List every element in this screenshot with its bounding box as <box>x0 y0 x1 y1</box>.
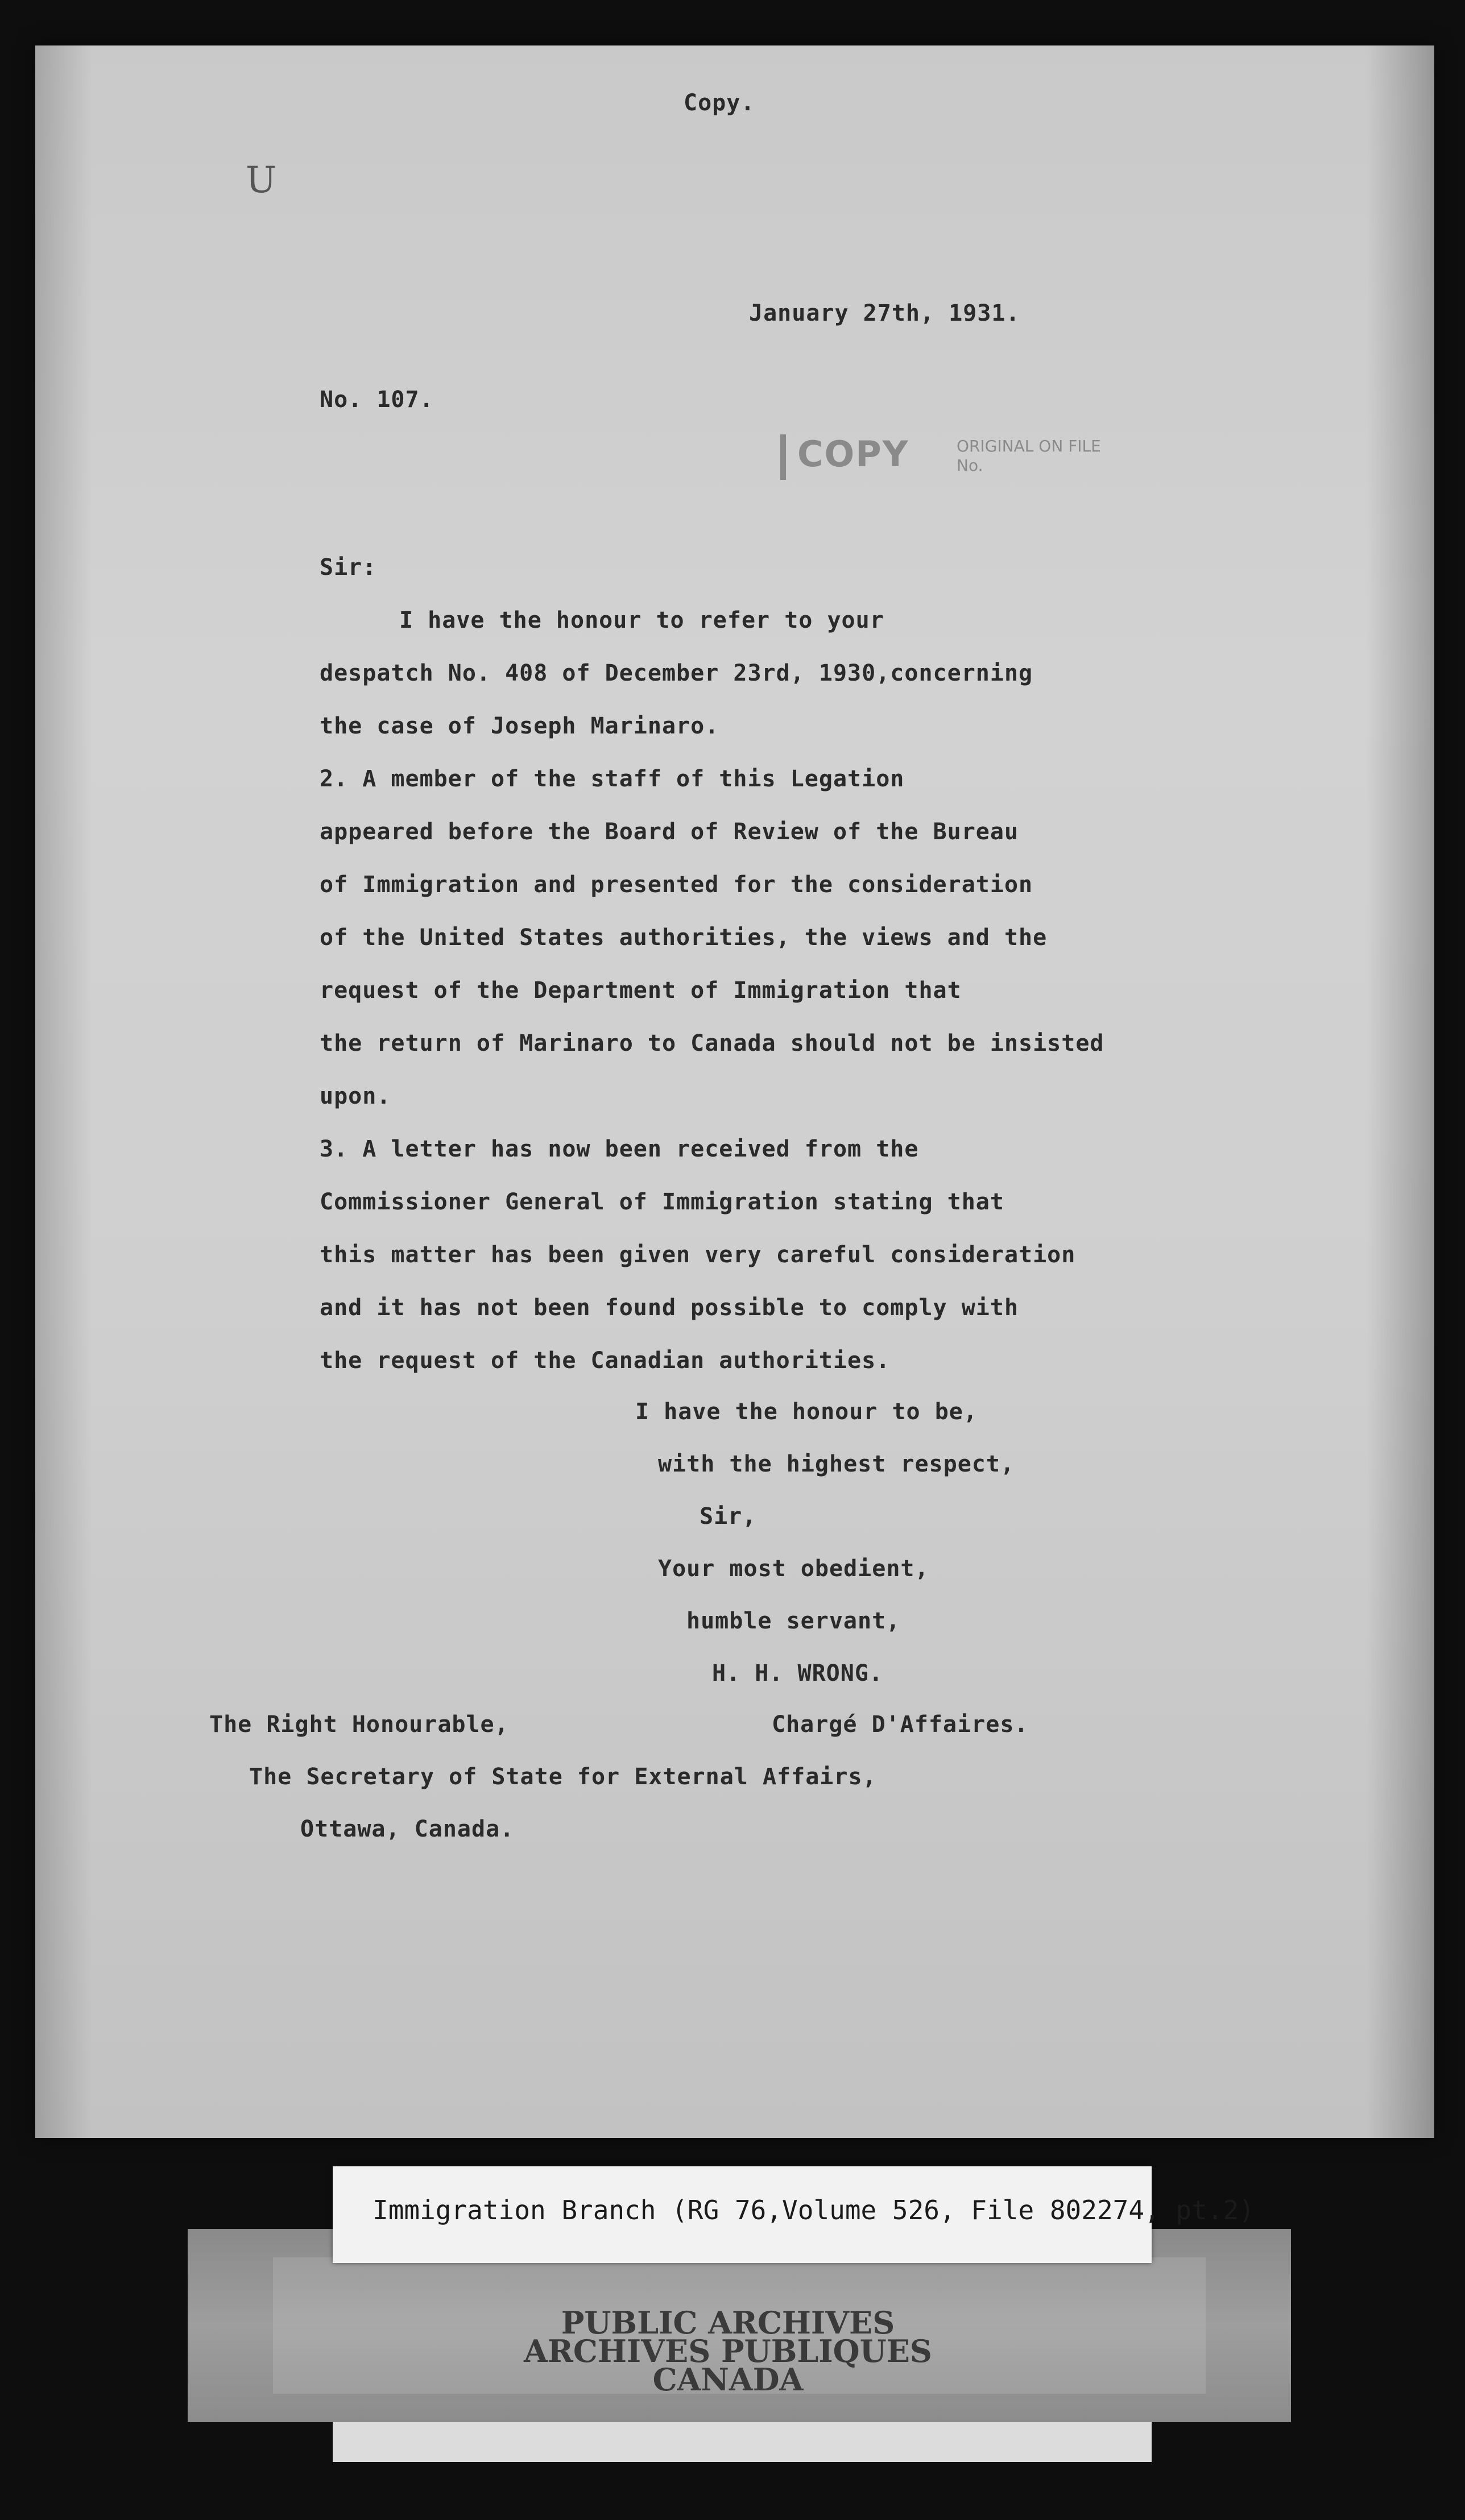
addressee-line: Ottawa, Canada. <box>300 1816 515 1842</box>
body-line: 3. A letter has now been received from the <box>320 1136 919 1162</box>
body-line: request of the Department of Immigration that <box>320 977 962 1004</box>
body-line: appeared before the Board of Review of the Bureau <box>320 819 1019 845</box>
archive-stamp-line: CANADA <box>652 2361 804 2398</box>
stamp-original-on-file: ORIGINAL ON FILE <box>957 437 1101 455</box>
closing-line: Your most obedient, <box>658 1556 929 1582</box>
copy-heading: Copy. <box>684 90 755 116</box>
body-line: the request of the Canadian authorities. <box>320 1348 891 1374</box>
stamp-no: No. <box>957 456 983 475</box>
addressee-line: The Secretary of State for External Affairs, <box>249 1764 877 1790</box>
addressee-line: The Right Honourable, <box>209 1711 509 1738</box>
archive-stamp-line: PUBLIC ARCHIVES <box>561 2305 895 2341</box>
catalogue-label <box>333 2166 1255 2263</box>
body-line: the case of Joseph Marinaro. <box>320 713 719 739</box>
body-line: this matter has been given very careful consideration <box>320 1242 1076 1268</box>
body-line: I have the honour to refer to your <box>399 607 884 633</box>
closing-line: Sir, <box>700 1503 757 1530</box>
body-line: and it has not been found possible to comply with <box>320 1295 1019 1321</box>
copy-stamp <box>775 426 1139 495</box>
despatch-number: No. 107. <box>320 387 434 413</box>
closing-line: humble servant, <box>686 1608 901 1634</box>
stamp-small-text <box>957 437 1101 475</box>
signature-name: H. H. WRONG. <box>712 1660 883 1686</box>
body-line: of the United States authorities, the views and the <box>320 925 1048 951</box>
public-archives-stamp <box>500 2305 955 2398</box>
salutation: Sir: <box>320 554 377 581</box>
stamp-bar <box>780 434 786 480</box>
pen-mark: U <box>246 159 276 201</box>
bottom-strip <box>333 2422 1152 2462</box>
body-line: the return of Marinaro to Canada should not be insisted <box>320 1030 1104 1056</box>
body-line: despatch No. 408 of December 23rd, 1930,concerning <box>320 660 1033 686</box>
catalogue-label-text: Immigration Branch (RG 76,Volume 526, File 802274, pt.2) <box>373 2195 1255 2225</box>
closing-line: I have the honour to be, <box>635 1399 978 1425</box>
signatory-title: Chargé D'Affaires. <box>772 1711 1029 1738</box>
letter-date: January 27th, 1931. <box>749 300 1020 326</box>
body-line: of Immigration and presented for the consideration <box>320 872 1033 898</box>
closing-line: with the highest respect, <box>658 1451 1015 1477</box>
stamp-copy-text: COPY <box>797 433 909 475</box>
body-line: Commissioner General of Immigration stating that <box>320 1189 1004 1215</box>
body-line: upon. <box>320 1083 391 1109</box>
archive-stamp-line: ARCHIVES PUBLIQUES <box>524 2333 932 2369</box>
letter-page <box>35 45 1434 2138</box>
body-line: 2. A member of the staff of this Legation <box>320 766 905 792</box>
